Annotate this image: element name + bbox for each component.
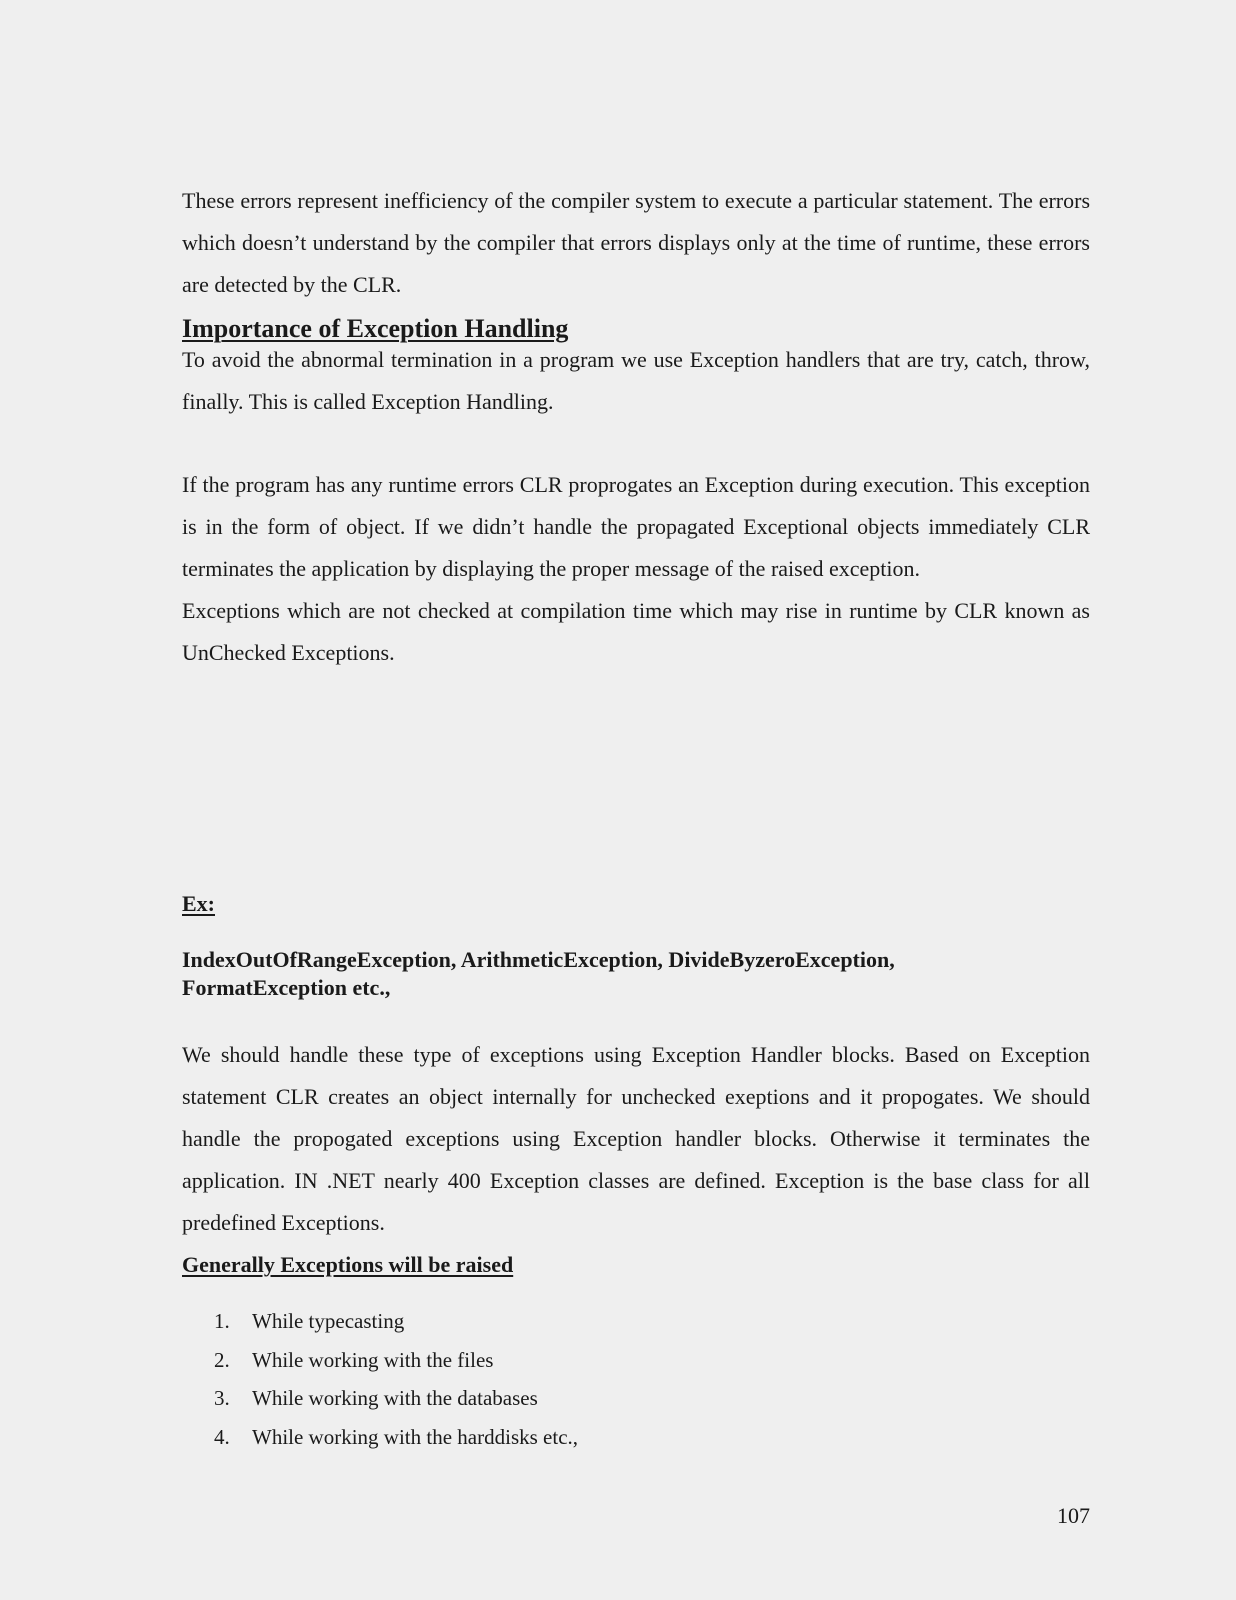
list-item	[214, 1418, 578, 1457]
list-item-text: While typecasting	[252, 1309, 405, 1333]
example-section	[182, 890, 1090, 918]
list-item-text: While working with the harddisks etc.,	[252, 1424, 579, 1449]
handling-paragraph: We should handle these type of exceptions using Exception Handler blocks. Based on Exception statement CLR creates an object internally for unchecked exeptions and it propogates. We should handle the propogated exceptions using Exception handler blocks. Otherwise it terminates the application. IN .NET nearly 400 Exception classes are defined. Exception is the base class for all predefined Exceptions.	[182, 1042, 1090, 1235]
example-exceptions	[182, 946, 1090, 1002]
list-item-number: 1.	[214, 1309, 230, 1333]
importance-heading: Importance of Exception Handling	[182, 314, 569, 343]
list-item-number: 4.	[214, 1424, 230, 1449]
handling-section	[182, 1034, 1090, 1244]
list-item	[214, 1379, 578, 1418]
importance-paragraph: To avoid the abnormal termination in a program we use Exception handlers that are try, catch, throw, finally. This is called Exception Handling.	[182, 347, 1090, 414]
runtime-section	[182, 464, 1090, 674]
raised-heading: Generally Exceptions will be raised	[182, 1252, 514, 1277]
intro-paragraph: These errors represent inefficiency of the compiler system to execute a particular statement. The errors which doesn’t understand by the compiler that errors displays only at the time of runtime, these errors are detected by the CLR.	[182, 188, 1090, 297]
unchecked-paragraph: Exceptions which are not checked at compilation time which may rise in runtime by CLR known as UnChecked Exceptions.	[182, 598, 1090, 665]
list-item-text: While working with the files	[252, 1347, 494, 1372]
list-item-text: While working with the databases	[252, 1386, 538, 1410]
list-item-number: 3.	[214, 1386, 230, 1410]
page-number: 107	[1057, 1503, 1090, 1528]
example-heading: Ex:	[182, 891, 215, 916]
example-exceptions-line1: IndexOutOfRangeException, ArithmeticException, DivideByzeroException,	[182, 947, 895, 972]
importance-body	[182, 339, 1090, 423]
runtime-paragraph: If the program has any runtime errors CLR proprogates an Exception during execution. This exception is in the form of object. If we didn’t handle the propagated Exceptional objects immediately CLR terminates the application by displaying the proper message of the raised exception.	[182, 472, 1090, 581]
list-item	[214, 1341, 578, 1380]
intro-section	[182, 180, 1090, 306]
list-item	[214, 1302, 578, 1341]
raised-list	[214, 1302, 578, 1456]
raised-section	[182, 1251, 1090, 1279]
example-exceptions-line2: FormatException etc.,	[182, 975, 391, 1000]
list-item-number: 2.	[214, 1347, 230, 1372]
